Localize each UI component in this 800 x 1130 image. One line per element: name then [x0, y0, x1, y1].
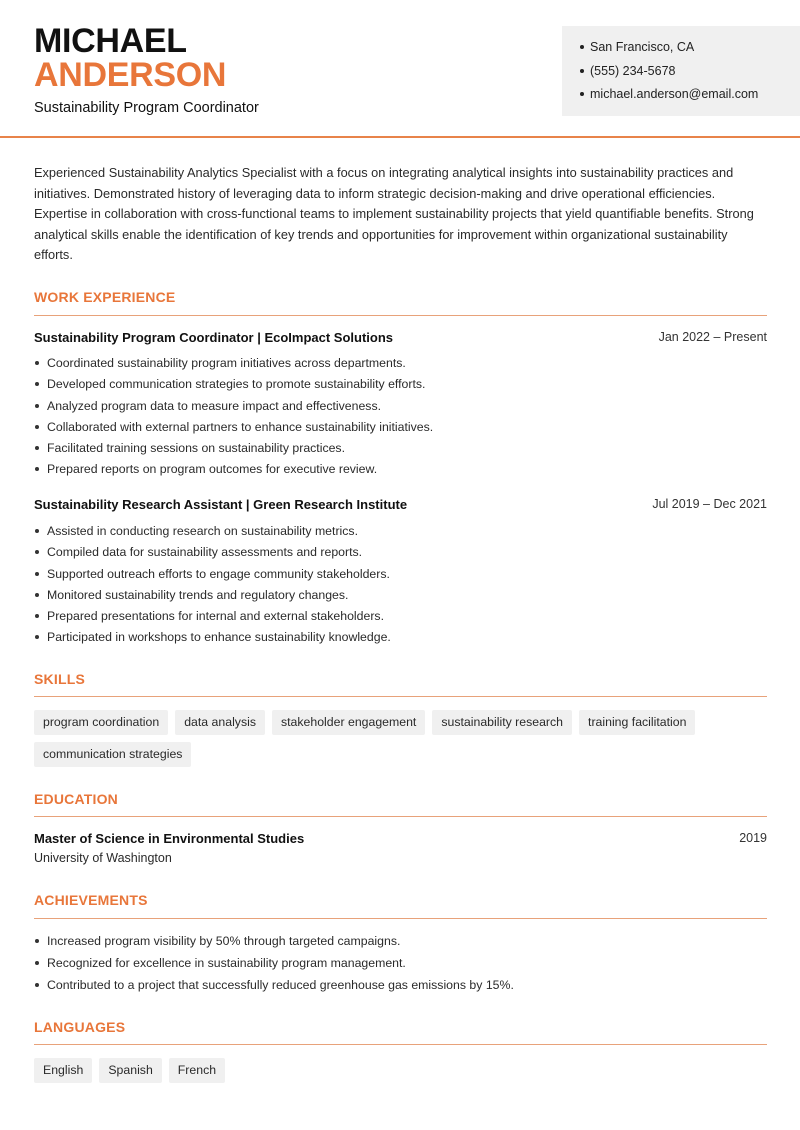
- list-item: Compiled data for sustainability assessments and reports.: [34, 543, 767, 564]
- skill-chip: sustainability research: [432, 710, 572, 735]
- section-divider: [34, 816, 767, 817]
- section-title-skills: SKILLS: [34, 671, 85, 687]
- list-item: Coordinated sustainability program initiatives across departments.: [34, 354, 767, 375]
- section-divider: [34, 1044, 767, 1045]
- list-item: Analyzed program data to measure impact and effectiveness.: [34, 397, 767, 418]
- skills-list: [34, 710, 767, 767]
- languages-list: [34, 1058, 767, 1083]
- job-dates: Jan 2022 – Present: [658, 330, 767, 344]
- education-year: 2019: [739, 831, 767, 845]
- education-school: University of Washington: [34, 851, 172, 865]
- section-title-achievements: ACHIEVEMENTS: [34, 892, 148, 908]
- job-dates: Jul 2019 – Dec 2021: [652, 497, 767, 511]
- list-item: Collaborated with external partners to enhance sustainability initiatives.: [34, 418, 767, 439]
- skill-chip: data analysis: [175, 710, 265, 735]
- list-item: Supported outreach efforts to engage community stakeholders.: [34, 565, 767, 586]
- contact-email: michael.anderson@email.com: [580, 85, 800, 109]
- achievements-list: [34, 932, 767, 998]
- list-item: Participated in workshops to enhance sustainability knowledge.: [34, 628, 767, 649]
- list-item: Prepared reports on program outcomes for executive review.: [34, 460, 767, 481]
- section-title-languages: LANGUAGES: [34, 1019, 126, 1035]
- job-heading: Sustainability Program Coordinator | EcoImpact Solutions: [34, 330, 394, 345]
- section-divider: [34, 918, 767, 919]
- section-divider: [34, 696, 767, 697]
- job-title: Sustainability Program Coordinator: [34, 100, 259, 116]
- job-heading: Sustainability Research Assistant | Green Research Institute: [34, 497, 408, 512]
- list-item: Prepared presentations for internal and external stakeholders.: [34, 607, 767, 628]
- contact-box: [562, 26, 800, 116]
- education-degree: Master of Science in Environmental Studies: [34, 831, 305, 846]
- list-item: Recognized for excellence in sustainability program management.: [34, 954, 767, 976]
- language-chip: Spanish: [99, 1058, 161, 1083]
- skill-chip: communication strategies: [34, 742, 191, 767]
- list-item: Monitored sustainability trends and regulatory changes.: [34, 586, 767, 607]
- list-item: Assisted in conducting research on sustainability metrics.: [34, 522, 767, 543]
- list-item: Increased program visibility by 50% through targeted campaigns.: [34, 932, 767, 954]
- contact-phone: (555) 234-5678: [580, 62, 800, 86]
- skill-chip: stakeholder engagement: [272, 710, 425, 735]
- last-name: ANDERSON: [34, 56, 227, 94]
- section-divider: [34, 315, 767, 316]
- job-bullets: [34, 354, 767, 482]
- list-item: Contributed to a project that successfully reduced greenhouse gas emissions by 15%.: [34, 976, 767, 998]
- summary-paragraph: Experienced Sustainability Analytics Specialist with a focus on integrating analytical insights into sustainability practices and initiatives. Demonstrated history of leveraging data to inform strategic decision-making and drive operational efficiencies. Expertise in collaboration with cross-functional teams to implement sustainability projects that yield quantifiable benefits. Strong analytical skills enable the identification of key trends and opportunities for improvement within organizational sustainability efforts.: [34, 165, 754, 262]
- contact-location: San Francisco, CA: [580, 38, 800, 62]
- list-item: Facilitated training sessions on sustainability practices.: [34, 439, 767, 460]
- first-name: MICHAEL: [34, 22, 187, 60]
- language-chip: English: [34, 1058, 92, 1083]
- job-bullets: [34, 522, 767, 650]
- skill-chip: training facilitation: [579, 710, 695, 735]
- resume-header: [0, 0, 800, 138]
- section-title-work: WORK EXPERIENCE: [34, 289, 176, 305]
- language-chip: French: [169, 1058, 225, 1083]
- list-item: Developed communication strategies to promote sustainability efforts.: [34, 375, 767, 396]
- section-title-education: EDUCATION: [34, 791, 118, 807]
- skill-chip: program coordination: [34, 710, 168, 735]
